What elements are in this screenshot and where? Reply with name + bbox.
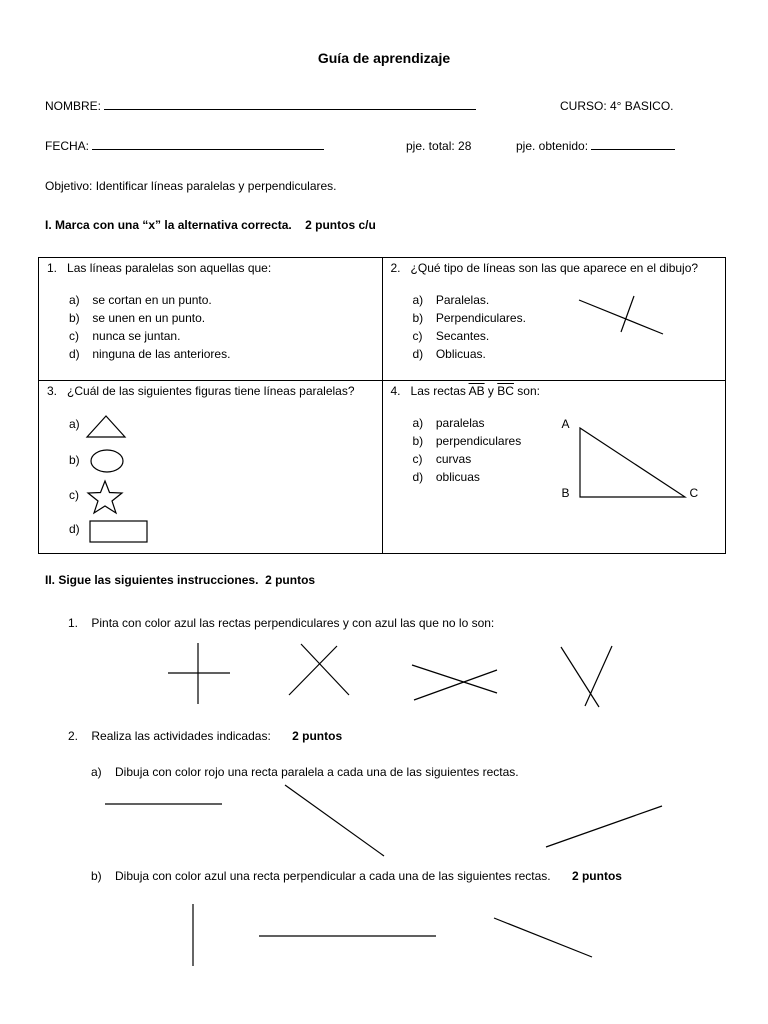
question-suffix: son: [517,384,540,398]
activity-b-row [91,869,622,883]
section1-title-row [45,218,376,232]
option-c[interactable]: c) curvas [412,452,472,466]
option-b[interactable]: b) se unen en un punto. [69,311,206,325]
pje-total: pje. total: 28 [406,139,472,153]
pje-obtenido-field[interactable] [591,139,675,150]
question-number: 1. [47,261,58,275]
question-number: 4. [390,384,401,398]
item-text: Realiza las actividades indicadas: [91,729,271,743]
nombre-row [45,99,476,113]
line-pairs-figure [0,640,768,710]
fecha-row [45,139,324,153]
item-number: 1. [68,616,79,630]
question-2 [382,258,726,381]
objetivo: Objetivo: Identificar líneas paralelas y perpendiculares. [45,179,337,193]
question-3 [39,381,383,554]
option-a[interactable]: a) Paralelas. [412,293,490,307]
curso-label: CURSO: 4° BASICO. [560,99,674,113]
diagonal-line [285,785,384,856]
question-1 [39,258,383,381]
fecha-label: FECHA: [45,139,90,153]
questions-table [38,257,726,554]
parallel-activity-lines [0,780,768,860]
item2-row [68,729,342,743]
section1-title: I. Marca con una “x” la alternativa correcta. [45,218,292,232]
activity-text: Dibuja con color azul una recta perpendicular a cada una de las siguientes rectas. [115,869,551,883]
option-d[interactable]: d) oblicuas [412,470,480,484]
question-text: ¿Cuál de las siguientes figuras tiene líneas paralelas? [67,384,355,398]
segment-bc: $\overline{BC}$ [497,384,514,398]
x-cross [289,644,349,695]
triangle-shape [86,414,128,440]
section2-points: 2 puntos [265,573,316,587]
option-a[interactable]: a) [69,417,80,431]
option-a[interactable]: a) se cortan en un punto. [69,293,212,307]
option-b[interactable]: b) [69,453,80,467]
pje-obtenido-row [516,139,675,153]
option-d[interactable]: d) Oblicuas. [412,347,486,361]
question-text: Las líneas paralelas son aquellas que: [67,261,272,275]
option-c[interactable]: c) Secantes. [412,329,490,343]
question-4-header [391,384,540,398]
question-2-header [391,261,699,275]
option-c[interactable]: c) [69,488,79,502]
fecha-field[interactable] [92,139,324,150]
star-shape [87,480,127,516]
vertex-b-label: B [561,486,570,500]
item1-row [68,616,494,630]
option-b[interactable]: b) perpendiculares [412,434,522,448]
question-text: Las rectas [410,384,466,398]
option-d[interactable]: d) [69,522,80,536]
pje-obtenido-label: pje. obtenido: [516,139,589,153]
item-text: Pinta con color azul las rectas perpendiculares y con azul las que no lo son: [91,616,495,630]
nombre-field[interactable] [104,99,476,110]
activity-letter: b) [91,869,102,883]
question-text: ¿Qué tipo de líneas son las que aparece en el dibujo? [410,261,699,275]
item-points: 2 puntos [292,729,343,743]
page-title: Guía de aprendizaje [317,50,451,66]
secant-lines-figure [577,294,677,344]
nombre-label: NOMBRE: [45,99,102,113]
rectangle-shape [89,520,151,546]
question-1-header [47,261,271,275]
segment-ab: $\overline{AB}$ [468,384,485,398]
vertex-a-label: A [561,417,570,431]
activity-text: Dibuja con color rojo una recta paralela a cada una de las siguientes rectas. [115,765,519,779]
option-c[interactable]: c) nunca se juntan. [69,329,181,343]
item-number: 2. [68,729,79,743]
perpendicular-cross [168,643,230,704]
option-a[interactable]: a) paralelas [412,416,485,430]
question-number: 2. [390,261,401,275]
question-number: 3. [47,384,58,398]
rising-line [546,806,662,847]
narrow-x-cross [561,646,612,707]
option-b[interactable]: b) Perpendiculares. [412,311,526,325]
activity-points: 2 puntos [571,869,622,883]
vertex-c-label: C [689,486,699,500]
section1-points: 2 puntos c/u [305,218,376,232]
conjunction: y [487,384,494,398]
activity-a-row [91,765,519,779]
diagonal-line [494,918,592,957]
activity-letter: a) [91,765,102,779]
perpendicular-activity-lines [0,900,768,980]
section2-title-row [45,573,315,587]
section2-title: II. Sigue las siguientes instrucciones. [45,573,259,587]
flat-x-cross [412,665,497,700]
question-3-header [47,384,355,398]
right-triangle-figure [578,426,698,506]
question-4 [382,381,726,554]
option-d[interactable]: d) ninguna de las anteriores. [69,347,231,361]
ellipse-shape [90,449,126,475]
